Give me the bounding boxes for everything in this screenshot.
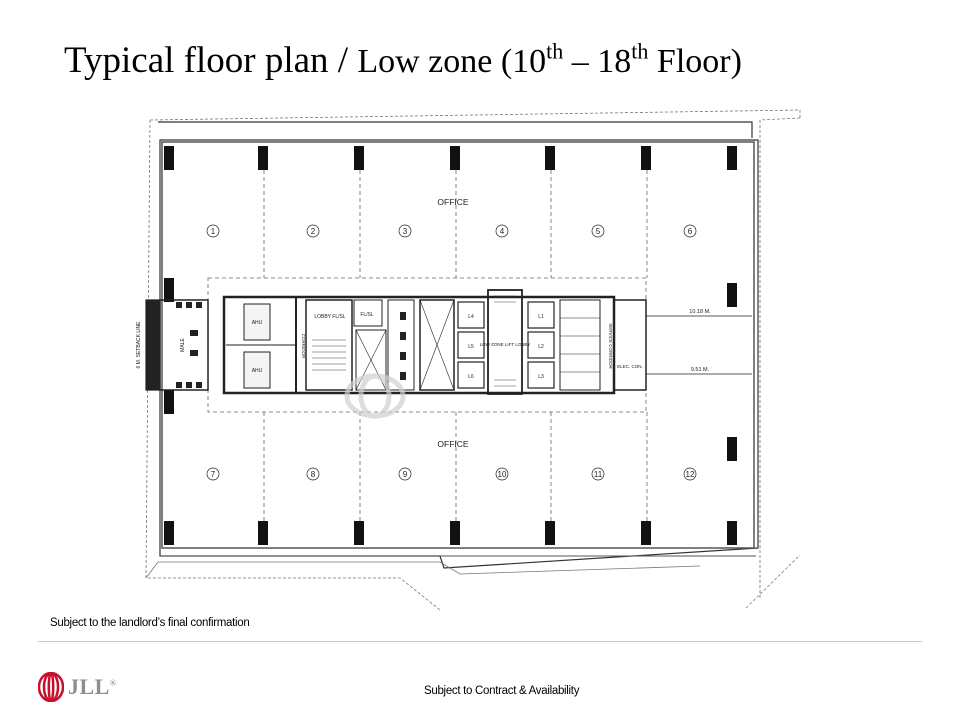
logo-wordmark: JLL	[68, 674, 110, 699]
unit-number: 6	[687, 227, 693, 236]
lift-l1-label: L1	[538, 314, 544, 320]
title-superscript-start: th	[546, 38, 564, 64]
title-middle: – 18	[563, 43, 632, 80]
corridor-label: CORRIDOR	[301, 333, 306, 359]
unit-number: 5	[595, 227, 601, 236]
dimension-lower: 9.51 M.	[690, 367, 710, 373]
lobby-label: LOBBY FL/SL	[314, 314, 346, 320]
elec-con-label: ELEC. CON.	[617, 364, 643, 369]
footer-divider	[38, 641, 922, 642]
unit-markers-bottom	[207, 468, 696, 480]
jll-watermark	[347, 376, 403, 416]
lift-l6-label: L6	[468, 374, 474, 380]
unit-number: 1	[210, 227, 216, 236]
unit-number: 2	[310, 227, 316, 236]
unit-number: 10	[497, 470, 507, 479]
lift-l4-label: L4	[468, 314, 474, 320]
site-edge	[146, 562, 700, 578]
landlord-note: Subject to the landlord’s final confirmation	[50, 617, 250, 629]
jll-flame-icon	[38, 672, 64, 702]
title-superscript-end: th	[631, 38, 649, 64]
unit-number: 7	[210, 470, 216, 479]
title-zone: Low zone (10	[357, 43, 547, 80]
fl-sl-label: FL/SL	[360, 312, 374, 318]
setback-line-label: 6 M. SETBACK LINE	[136, 321, 142, 369]
title-end: Floor)	[648, 43, 742, 80]
unit-number: 4	[499, 227, 505, 236]
logo-registered-mark: ®	[109, 678, 117, 688]
service-corridor-label: SERVICE CORRIDOR	[608, 323, 613, 369]
lift-l5-label: L5	[468, 344, 474, 350]
title-main: Typical floor plan /	[64, 40, 358, 81]
dimension-upper: 10.18 M.	[689, 309, 711, 315]
ahu-label-bottom: AHU	[251, 368, 263, 374]
jll-logo	[38, 672, 116, 702]
male-toilet-label: MALE	[180, 338, 186, 352]
unit-number: 12	[685, 470, 695, 479]
lift-l2-label: L2	[538, 344, 544, 350]
columns-bottom	[164, 390, 737, 545]
unit-number: 9	[402, 470, 408, 479]
office-label-bottom: OFFICE	[437, 439, 469, 449]
columns-top	[164, 146, 737, 307]
unit-number: 3	[402, 227, 408, 236]
office-label-top: OFFICE	[437, 197, 469, 207]
low-zone-lobby-label: LOW ZONE LIFT LOBBY	[479, 342, 531, 347]
unit-markers-top	[207, 225, 696, 237]
unit-number: 8	[310, 470, 316, 479]
building-core	[146, 290, 752, 394]
ahu-label-top: AHU	[251, 320, 263, 326]
unit-number: 11	[593, 470, 603, 479]
footer-availability: Subject to Contract & Availability	[424, 685, 580, 697]
lift-l3-label: L3	[538, 374, 544, 380]
jll-logo-text	[68, 674, 116, 700]
